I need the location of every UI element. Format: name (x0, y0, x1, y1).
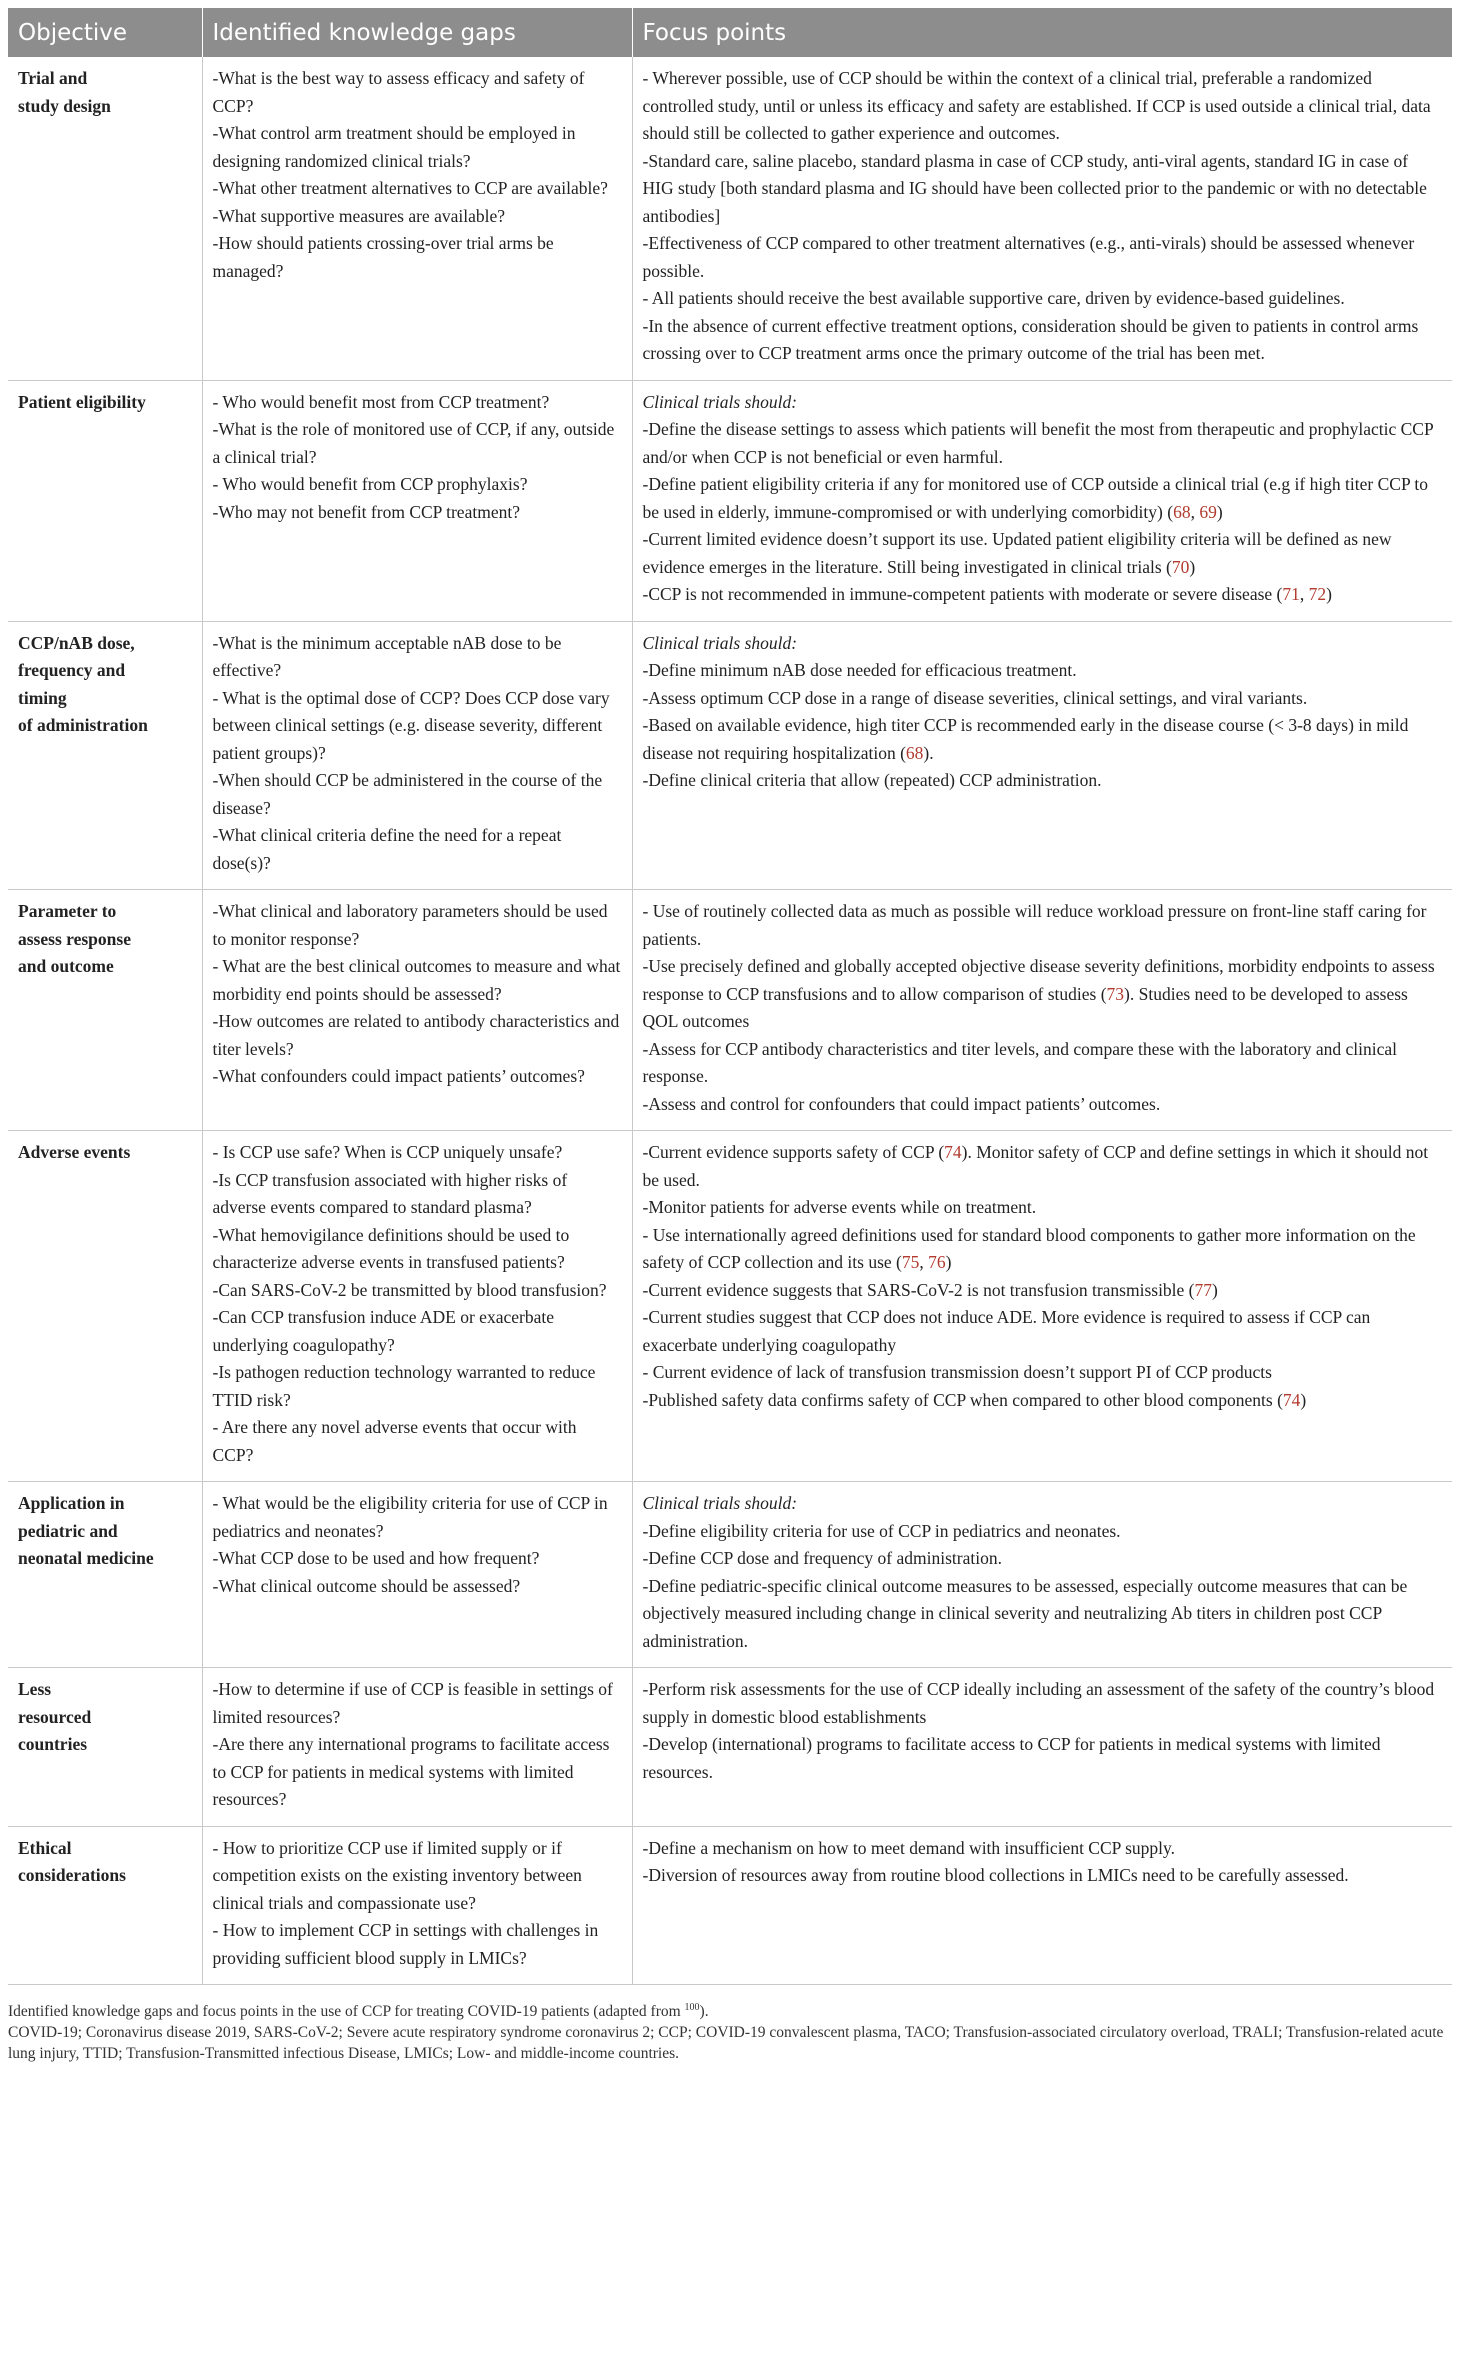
objective-text: CCP/nAB dose, (18, 632, 135, 653)
focus-item: -Current limited evidence doesn’t support its use. Updated patient eligibility criteria will be defined as new evidence emerges in the literature. Still being investigated in clinical trials (70) (642, 529, 1392, 577)
gap-item: -Can SARS-CoV-2 be transmitted by blood transfusion? (212, 1279, 607, 1300)
focus-item: -Current studies suggest that CCP does not induce ADE. More evidence is required to assess if CCP can exacerbate underlying coagulopathy (642, 1307, 1371, 1355)
table-caption (8, 1997, 1452, 2022)
header-objective: Objective (8, 8, 202, 57)
gap-item: -Is pathogen reduction technology warranted to reduce TTID risk? (212, 1362, 596, 1410)
gaps-cell (202, 890, 632, 1131)
gap-item: -What supportive measures are available? (212, 205, 506, 226)
objective-cell (8, 1482, 202, 1668)
focus-item: -Define eligibility criteria for use of CCP in pediatrics and neonates. (642, 1520, 1121, 1541)
caption-end: ). (699, 2003, 709, 2021)
gaps-cell (202, 1826, 632, 1985)
focus-cell (632, 890, 1452, 1131)
gap-item: -How should patients crossing-over trial arms be managed? (212, 233, 554, 281)
objective-text: timing (18, 687, 67, 708)
focus-item: - All patients should receive the best available supportive care, driven by evidence-based guidelines. (642, 288, 1345, 308)
focus-item: -Effectiveness of CCP compared to other treatment alternatives (e.g., anti-virals) should be assessed whenever possible. (642, 233, 1415, 281)
objective-text: Application in (18, 1493, 125, 1513)
table-body (8, 57, 1452, 1985)
focus-item: -Perform risk assessments for the use of CCP ideally including an assessment of the safety of the country’s blood supply in domestic blood establishments (642, 1679, 1435, 1727)
focus-item: - Current evidence of lack of transfusion transmission doesn’t support PI of CCP products (642, 1362, 1272, 1382)
gap-item: -When should CCP be administered in the course of the disease? (212, 770, 603, 818)
gap-item: -What control arm treatment should be employed in designing randomized clinical trials? (212, 123, 576, 171)
focus-item: -Define clinical criteria that allow (repeated) CCP administration. (642, 770, 1102, 790)
gaps-cell (202, 57, 632, 380)
focus-item: -Assess optimum CCP dose in a range of disease severities, clinical settings, and viral variants. (642, 687, 1308, 708)
caption-reference: 100 (684, 2002, 700, 2013)
focus-cell (632, 1668, 1452, 1827)
focus-item: - Use internationally agreed definitions used for standard blood components to gather more information on the safety of CCP collection and its use (75, 76) (642, 1224, 1416, 1272)
reference-link[interactable]: 68 (1173, 501, 1191, 522)
objective-text: countries (18, 1734, 88, 1754)
focus-item: -Define minimum nAB dose needed for efficacious treatment. (642, 660, 1077, 680)
gap-item: -What other treatment alternatives to CCP are available? (212, 178, 608, 198)
focus-item: -Define the disease settings to assess which patients will benefit the most from therapeutic and prophylactic CCP and/or when CCP is not beneficial or even harmful. (642, 419, 1434, 467)
gap-item: - What is the optimal dose of CCP? Does CCP dose vary between clinical settings (e.g. disease severity, different patient groups)? (212, 687, 610, 763)
table-row (8, 380, 1452, 621)
table-row (8, 1668, 1452, 1827)
objective-cell (8, 1668, 202, 1827)
header-gaps: Identified knowledge gaps (202, 8, 632, 57)
objective-cell (8, 1826, 202, 1985)
objective-text: study design (18, 95, 111, 116)
objective-cell (8, 621, 202, 890)
focus-item: - Use of routinely collected data as much as possible will reduce workload pressure on front-line staff caring for patients. (642, 901, 1427, 949)
table-container (8, 8, 1452, 2064)
gap-item: -How to determine if use of CCP is feasible in settings of limited resources? (212, 1679, 613, 1727)
gap-item: -Is CCP transfusion associated with higher risks of adverse events compared to standard plasma? (212, 1169, 568, 1217)
table-row (8, 1482, 1452, 1668)
objective-text: assess response (18, 928, 131, 949)
objective-text: Patient eligibility (18, 391, 146, 412)
objective-text: Parameter to (18, 901, 117, 921)
gap-item: -Who may not benefit from CCP treatment? (212, 501, 520, 522)
focus-item: -Published safety data confirms safety of CCP when compared to other blood components (74) (642, 1389, 1307, 1410)
objective-text: Less (18, 1679, 52, 1699)
focus-item: -Assess for CCP antibody characteristics and titer levels, and compare these with the laboratory and clinical response. (642, 1038, 1398, 1086)
focus-cell (632, 621, 1452, 890)
focus-item: -Monitor patients for adverse events while on treatment. (642, 1197, 1037, 1217)
gap-item: -Can CCP transfusion induce ADE or exacerbate underlying coagulopathy? (212, 1307, 554, 1355)
gap-item: - How to implement CCP in settings with challenges in providing sufficient blood supply in LMICs? (212, 1920, 599, 1968)
focus-cell (632, 1826, 1452, 1985)
header-focus: Focus points (632, 8, 1452, 57)
knowledge-gaps-table (8, 8, 1452, 1985)
gap-item: - Who would benefit from CCP prophylaxis? (212, 474, 528, 494)
reference-link[interactable]: 74 (944, 1142, 962, 1162)
gaps-cell (202, 380, 632, 621)
gaps-cell (202, 621, 632, 890)
objective-text: Trial and (18, 68, 88, 88)
objective-cell (8, 1131, 202, 1482)
objective-text: considerations (18, 1865, 126, 1885)
gap-item: -What clinical criteria define the need for a repeat dose(s)? (212, 825, 562, 873)
focus-item: -Develop (international) programs to facilitate access to CCP for patients in medical systems with limited resources. (642, 1734, 1381, 1782)
focus-item: -Standard care, saline placebo, standard plasma in case of CCP study, anti-viral agents, standard IG in case of HIG study [both standard plasma and IG should have been collected prior to the pandemic or with no detectable antibodies] (642, 150, 1427, 226)
focus-item: -Assess and control for confounders that could impact patients’ outcomes. (642, 1093, 1161, 1114)
reference-link[interactable]: 69 (1199, 501, 1217, 522)
focus-cell (632, 1131, 1452, 1482)
table-row (8, 1826, 1452, 1985)
gap-item: -How outcomes are related to antibody characteristics and titer levels? (212, 1011, 620, 1059)
table-header-row (8, 8, 1452, 57)
objective-text: neonatal medicine (18, 1548, 154, 1568)
objective-text: Ethical (18, 1837, 72, 1858)
reference-link[interactable]: 77 (1194, 1279, 1213, 1300)
objective-text: of administration (18, 715, 148, 735)
gap-item: - What would be the eligibility criteria for use of CCP in pediatrics and neonates? (212, 1493, 608, 1541)
gap-item: -What hemovigilance definitions should be used to characterize adverse events in transfused patients? (212, 1224, 570, 1272)
reference-link[interactable]: 68 (905, 742, 924, 763)
focus-item: -CCP is not recommended in immune-competent patients with moderate or severe disease (71, 72) (642, 584, 1332, 604)
focus-item: -Current evidence supports safety of CCP (74). Monitor safety of CCP and define settings in which it should not be used. (642, 1142, 1429, 1190)
gap-item: -What is the best way to assess efficacy and safety of CCP? (212, 68, 585, 116)
table-row (8, 621, 1452, 890)
reference-link[interactable]: 70 (1171, 556, 1190, 577)
caption-text: Identified knowledge gaps and focus points in the use of CCP for treating COVID-19 patients (adapted from (8, 2003, 685, 2021)
objective-cell (8, 380, 202, 621)
focus-cell (632, 380, 1452, 621)
focus-cell (632, 57, 1452, 380)
objective-cell (8, 57, 202, 380)
objective-text: and outcome (18, 956, 114, 976)
gap-item: -Are there any international programs to facilitate access to CCP for patients in medical systems with limited resources? (212, 1734, 610, 1809)
focus-intro: Clinical trials should: (642, 1493, 798, 1513)
focus-item: -In the absence of current effective treatment options, consideration should be given to patients in control arms crossing over to CCP treatment arms once the primary outcome of the trial has been met. (642, 315, 1419, 363)
gap-item: - Who would benefit most from CCP treatment? (212, 391, 550, 412)
focus-item: -Use precisely defined and globally accepted objective disease severity definitions, morbidity endpoints to assess response to CCP transfusions and to allow comparison of studies (73). Studies need to be developed to assess QOL outcomes (642, 956, 1435, 1031)
gaps-cell (202, 1131, 632, 1482)
reference-link[interactable]: 73 (1106, 983, 1125, 1004)
gap-item: - Is CCP use safe? When is CCP uniquely unsafe? (212, 1142, 563, 1162)
focus-cell (632, 1482, 1452, 1668)
gaps-cell (202, 1668, 632, 1827)
reference-link[interactable]: 72 (1308, 584, 1327, 604)
table-row (8, 890, 1452, 1131)
focus-item: -Define CCP dose and frequency of administration. (642, 1548, 1002, 1568)
gap-item: -What is the role of monitored use of CCP, if any, outside a clinical trial? (212, 419, 615, 467)
table-row (8, 57, 1452, 380)
gap-item: -What is the minimum acceptable nAB dose to be effective? (212, 632, 562, 680)
table-row (8, 1131, 1452, 1482)
gap-item: - Are there any novel adverse events that occur with CCP? (212, 1417, 577, 1465)
gap-item: - How to prioritize CCP use if limited supply or if competition exists on the existing inventory between clinical trials and compassionate use? (212, 1837, 582, 1913)
reference-link[interactable]: 75 (901, 1252, 920, 1272)
focus-intro: Clinical trials should: (642, 632, 798, 653)
focus-item: -Diversion of resources away from routine blood collections in LMICs need to be carefully assessed. (642, 1865, 1349, 1885)
focus-item: -Define pediatric-specific clinical outcome measures to be assessed, especially outcome measures that can be objectively measured including change in clinical severity and neutralizing Ab titers in children post CCP administration. (642, 1575, 1408, 1651)
objective-text: pediatric and (18, 1520, 118, 1541)
table-footnote (8, 1997, 1452, 2064)
objective-text: Adverse events (18, 1142, 131, 1162)
reference-link[interactable]: 71 (1282, 584, 1300, 604)
gap-item: -What clinical and laboratory parameters should be used to monitor response? (212, 901, 608, 949)
focus-item: -Define patient eligibility criteria if any for monitored use of CCP outside a clinical trial (e.g if high titer CCP to be used in elderly, immune-compromised or with underlying comorbidity) (68, 69) (642, 474, 1429, 522)
objective-text: resourced (18, 1706, 92, 1727)
gap-item: -What clinical outcome should be assessed? (212, 1575, 521, 1596)
focus-item: -Based on available evidence, high titer CCP is recommended early in the disease course (< 3-8 days) in mild disease not requiring hospitalization (68). (642, 715, 1409, 763)
focus-item: - Wherever possible, use of CCP should be within the context of a clinical trial, preferable a randomized controlled study, until or unless its efficacy and safety are established. If CCP is used outside a clinical trial, data should still be collected to gather experience and outcomes. (642, 68, 1431, 143)
focus-item: -Current evidence suggests that SARS-CoV-2 is not transfusion transmissible (77) (642, 1279, 1218, 1300)
focus-item: -Define a mechanism on how to meet demand with insufficient CCP supply. (642, 1837, 1176, 1858)
objective-cell (8, 890, 202, 1131)
reference-link[interactable]: 76 (928, 1252, 946, 1272)
reference-link[interactable]: 74 (1282, 1389, 1301, 1410)
gap-item: -What CCP dose to be used and how frequent? (212, 1548, 540, 1568)
gap-item: - What are the best clinical outcomes to measure and what morbidity end points should be assessed? (212, 956, 621, 1004)
objective-text: frequency and (18, 660, 126, 680)
focus-intro: Clinical trials should: (642, 391, 798, 412)
abbreviations-note: COVID-19; Coronavirus disease 2019, SARS-CoV-2; Severe acute respiratory syndrome coronavirus 2; CCP; COVID-19 convalescent plasma, TACO; Transfusion-associated circulatory overload, TRALI; Transfusion-related acute lung injury, TTID; Transfusion-Transmitted infectious Disease, LMICs; Low- and middle-income countries. (8, 2024, 1444, 2063)
gap-item: -What confounders could impact patients’ outcomes? (212, 1066, 585, 1086)
gaps-cell (202, 1482, 632, 1668)
